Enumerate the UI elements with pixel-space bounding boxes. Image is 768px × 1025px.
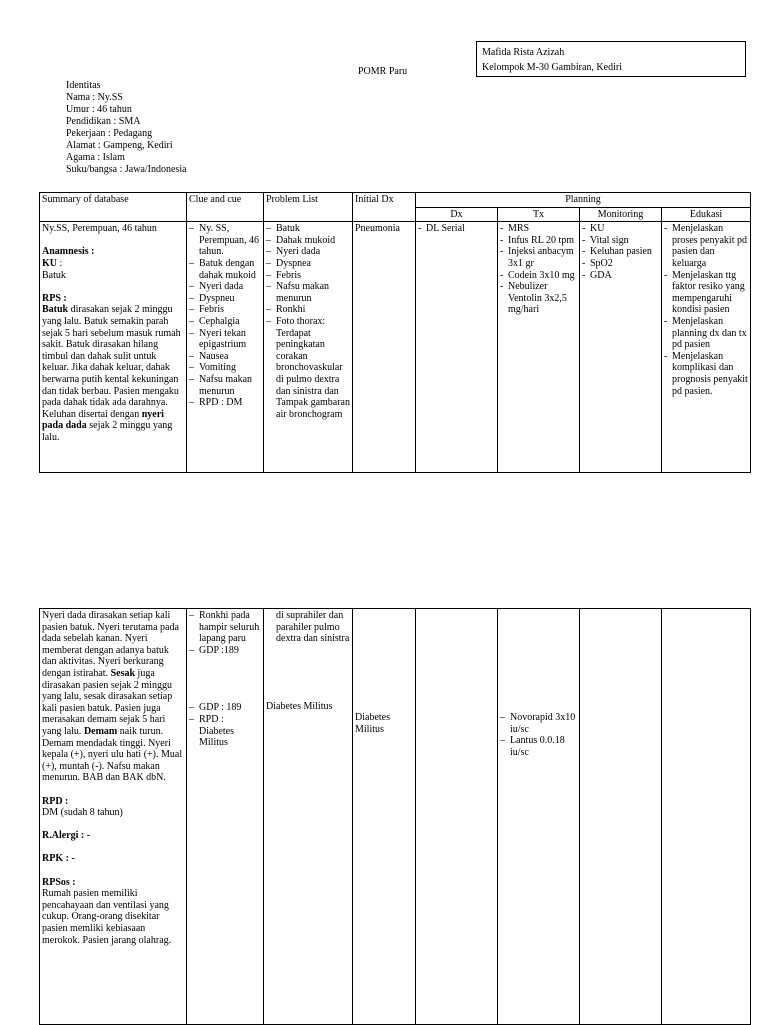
edukasi-item: - Menjelaskan ttg faktor resiko yang mempengaruhi kondisi pasien [664,270,748,316]
initial-dx-cell: Pneumonia [353,222,416,473]
rpk-label: RPK : - [42,853,75,865]
identity-line: Umur : 46 tahun [66,104,132,115]
rpd-label: RPD : [42,795,69,807]
problem-item: – Batuk [266,223,350,235]
rpsos-label: RPSos : [42,876,76,888]
clue-item: – Nyeri dada [189,281,261,293]
problem-diabetes: Diabetes Militus [266,700,333,712]
ku-label: KU [42,257,57,269]
initial-dx-cell-continued [353,609,416,1025]
identity-heading: Identitas [66,80,101,91]
edukasi-item: - Menjelaskan planning dx dan tx pd pasien [664,316,748,351]
dx-item: - DL Serial [418,223,495,235]
clue-item: – Ny. SS, Perempuan, 46 tahun. [189,223,261,258]
clue-item: – Nausea [189,351,261,363]
pomr-table-page2 [39,608,751,1025]
header-monitoring: Monitoring [580,207,662,222]
tx-cell-continued [498,609,580,1025]
rps-text: Batuk dirasakan sejak 2 minggu yang lalu. Batuk semakin parah sejak 5 hari sebelum masuk rumah sakit. Batuk dirasakan hilang timbul dan dahak sulit untuk keluar. Jika dahak keluar, dahak berwarna putih kental kekuningan dan tidak berbau. Pasien mengaku pada dahak tidak ada darahnya. Keluhan disertai dengan nyeri pada dada sejak 2 minggu yang lalu. [42,304,181,443]
monitoring-item: - SpO2 [582,258,659,270]
monitoring-cell [580,222,662,473]
problem-item: – Foto thorax: Terdapat peningkatan corakan bronchovaskular di pulmo dextra dan sinistra dan Tampak gambaran air bronchogram [266,316,350,420]
identity-line: Agama : Islam [66,152,125,163]
identity-block [66,80,187,176]
problem-cell [264,222,353,473]
alergi-label: R.Alergi : - [42,830,91,842]
pomr-table-page1 [39,192,751,473]
header-tx: Tx [498,207,580,222]
edukasi-cell-continued [662,609,751,1025]
summary-continued-text: Nyeri dada dirasakan setiap kali pasien batuk. Nyeri terutama pada dada sebelah kanan. Nyeri memberat dengan adanya batuk dan aktivitas. Nyeri berkurang dengan istirahat. Sesak juga dirasakan pasien sejak 2 minggu yang lalu, sesak dirasakan setiap kali pasien batuk. Pasien juga merasakan demam sejak 5 hari yang lalu. Demam naik turun. Demam mendadak tinggi. Nyeri kepala (+), nyeri ulu hati (+). Mual (+), muntah (-). Nafsu makan menurun. BAB dan BAK dbN. [42,610,183,784]
dx-cell [416,222,498,473]
clue-item: – GDP : 189 [189,702,261,714]
monitoring-item: - Keluhan pasien [582,246,659,258]
clue-item: – Ronkhi pada hampir seluruh lapang paru [189,610,261,645]
tx-item: – Novorapid 3x10 iu/sc [500,712,577,735]
initial-dx-diabetes: Diabetes Militus [355,712,390,735]
edukasi-item: - Menjelaskan proses penyakit pd pasien dan keluarga [664,223,748,269]
monitoring-cell-continued [580,609,662,1025]
clue-item: – RPD : Diabetes Militus [189,714,261,749]
clue-item: – Batuk dengan dahak mukoid [189,258,261,281]
clue-item: – GDP :189 [189,645,261,657]
clue-item: – Nafsu makan menurun [189,374,261,397]
problem-item: – Dyspnea [266,258,350,270]
problem-continued-text: di suprahiler dan parahiler pulmo dextra dan sinistra [276,610,350,645]
clue-item: – Febris [189,304,261,316]
tx-item: - Nebulizer Ventolin 3x2,5 mg/hari [500,281,577,316]
problem-item: – Dahak mukoid [266,235,350,247]
rpd-value: DM (sudah 8 tahun) [42,807,123,819]
header-summary: Summary of database [40,193,187,222]
anamnesis-label: Anamnesis : [42,246,95,258]
monitoring-item: - Vital sign [582,235,659,247]
header-edukasi: Edukasi [662,207,751,222]
identity-line: Pendidikan : SMA [66,116,141,127]
problem-item: – Nyeri dada [266,246,350,258]
author-group: Kelompok M-30 Gambiran, Kediri [482,62,622,73]
monitoring-item: - KU [582,223,659,235]
problem-item: – Nafsu makan menurun [266,281,350,304]
header-initial: Initial Dx [353,193,416,222]
clue-item: – Dyspneu [189,293,261,305]
tx-item: - Infus RL 20 tpm [500,235,577,247]
problem-item: – Ronkhi [266,304,350,316]
author-name: Mafida Rista Azizah [482,47,565,58]
rps-label: RPS : [42,292,67,304]
clue-item: – RPD : DM [189,397,261,409]
identity-line: Alamat : Gampeng, Kediri [66,140,173,151]
identity-line: Nama : Ny.SS [66,92,123,103]
tx-item: - Codein 3x10 mg [500,270,577,282]
header-clue: Clue and cue [187,193,264,222]
header-planning: Planning [416,193,751,208]
author-box [476,41,746,77]
summary-intro: Ny.SS, Perempuan, 46 tahun [42,223,157,235]
summary-cell [40,222,187,473]
clue-item: – Nyeri tekan epigastrium [189,328,261,351]
problem-cell-continued [264,609,353,1025]
identity-line: Pekerjaan : Pedagang [66,128,153,139]
clue-item: – Cephalgia [189,316,261,328]
problem-item: – Febris [266,270,350,282]
summary-cell-continued [40,609,187,1025]
header-dx: Dx [416,207,498,222]
clue-item: – Vomiting [189,362,261,374]
monitoring-item: - GDA [582,270,659,282]
tx-item: – Lantus 0.0.18 iu/sc [500,735,577,758]
dx-cell-continued [416,609,498,1025]
ku-value: Batuk [42,269,66,281]
identity-line: Suku/bangsa : Jawa/Indonesia [66,164,187,175]
document-title: POMR Paru [358,66,408,77]
tx-item: - MRS [500,223,577,235]
header-problem: Problem List [264,193,353,222]
clue-cell [187,222,264,473]
edukasi-item: - Menjelaskan komplikasi dan prognosis penyakit pd pasien. [664,351,748,397]
edukasi-cell [662,222,751,473]
rpsos-value: Rumah pasien memiliki pencahayaan dan ventilasi yang cukup. Orang-orang disekitar pasien memliki kebiasaan merokok. Pasien jarang olahrag. [42,888,172,946]
tx-item: - Injeksi anbacym 3x1 gr [500,246,577,269]
ku-colon: : [57,257,63,269]
clue-cell-continued [187,609,264,1025]
tx-cell [498,222,580,473]
